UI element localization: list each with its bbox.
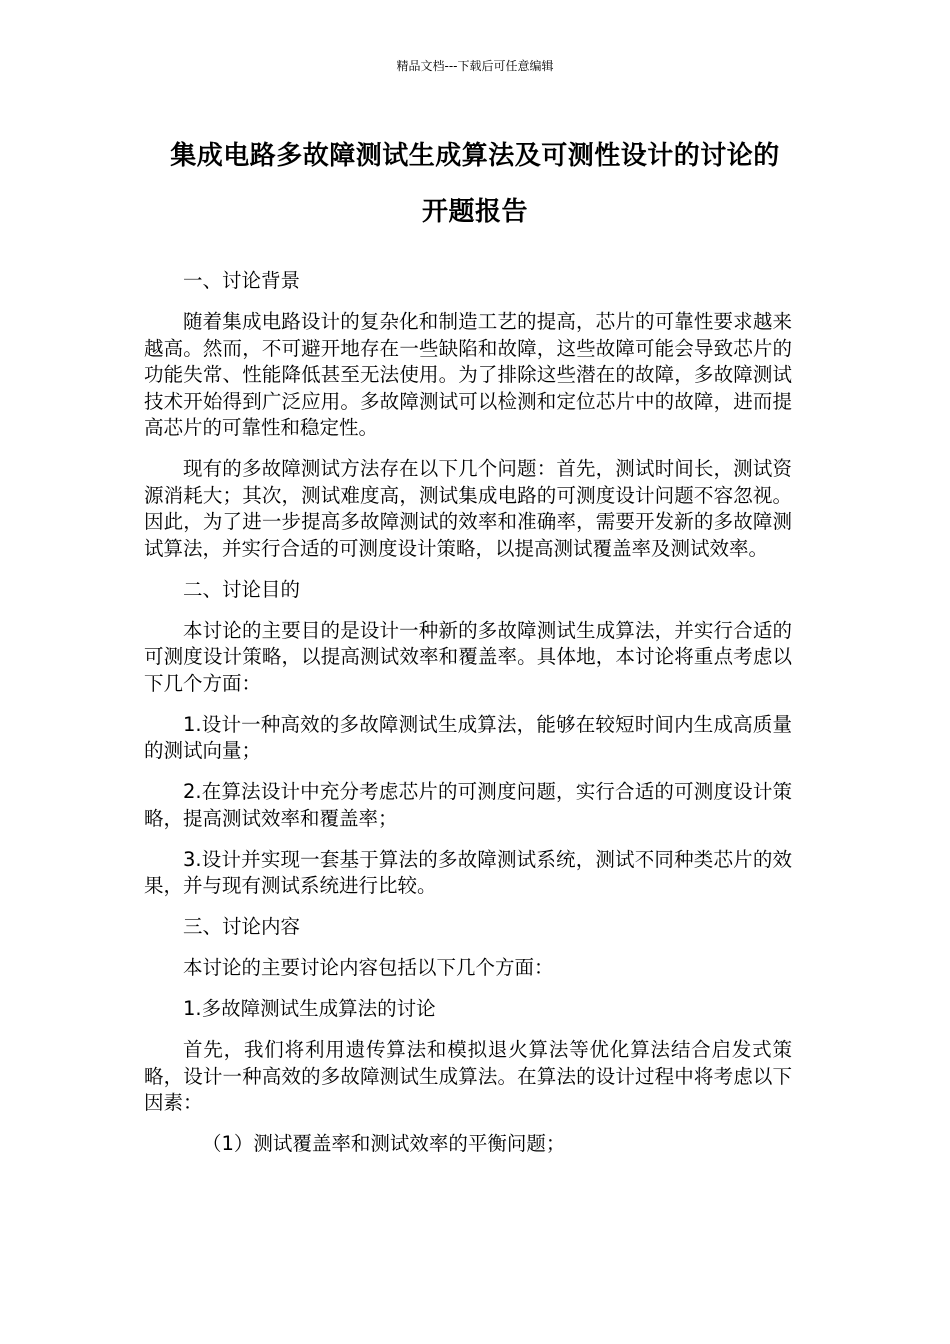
- list-item-content-1: 1.多故障测试生成算法的讨论: [183, 997, 436, 1020]
- title-line-1: 集成电路多故障测试生成算法及可测性设计的讨论的: [170, 141, 780, 171]
- paragraph-content-2: 首先，我们将利用遗传算法和模拟退火算法等优化算法结合启发式策略，设计一种高效的多故障测试生成算法。在算法的设计过程中将考虑以下因素：: [144, 1038, 792, 1114]
- paragraph-background-2: 现有的多故障测试方法存在以下几个问题：首先，测试时间长，测试资源消耗大；其次，测试难度高，测试集成电路的可测度设计问题不容忽视。因此，为了进一步提高多故障测试的效率和准确率，需要开发新的多故障测试算法，并实行合适的可测度设计策略，以提高测试覆盖率及测试效率。: [144, 457, 792, 560]
- list-item-purpose-3: 3.设计并实现一套基于算法的多故障测试系统，测试不同种类芯片的效果，并与现有测试系统进行比较。: [144, 847, 792, 897]
- list-item-purpose-1: 1.设计一种高效的多故障测试生成算法，能够在较短时间内生成高质量的测试向量；: [144, 712, 792, 762]
- document-title: [130, 128, 820, 240]
- sub-item-content-1: （1）测试覆盖率和测试效率的平衡问题；: [202, 1132, 566, 1155]
- section-heading-background: 一、讨论背景: [183, 269, 301, 292]
- list-item-purpose-2: 2.在算法设计中充分考虑芯片的可测度问题，实行合适的可测度设计策略，提高测试效率和覆盖率；: [144, 780, 792, 830]
- section-heading-purpose: 二、讨论目的: [183, 577, 301, 601]
- section-heading-content: 三、讨论内容: [183, 915, 301, 938]
- document-body: [144, 268, 792, 1172]
- paragraph-background-1: 随着集成电路设计的复杂化和制造工艺的提高，芯片的可靠性要求越来越高。然而，不可避开地存在一些缺陷和故障，这些故障可能会导致芯片的功能失常、性能降低甚至无法使用。为了排除这些潜在的故障，多故障测试技术开始得到广泛应用。多故障测试可以检测和定位芯片中的故障，进而提高芯片的可靠性和稳定性。: [144, 310, 792, 439]
- title-line-2: 开题报告: [421, 197, 528, 227]
- paragraph-content-1: 本讨论的主要讨论内容包括以下几个方面：: [183, 956, 554, 979]
- paragraph-purpose-1: 本讨论的主要目的是设计一种新的多故障测试生成算法，并实行合适的可测度设计策略，以提高测试效率和覆盖率。具体地，本讨论将重点考虑以下几个方面：: [144, 618, 792, 695]
- header-note: 精品文档---下载后可任意编辑: [396, 59, 554, 73]
